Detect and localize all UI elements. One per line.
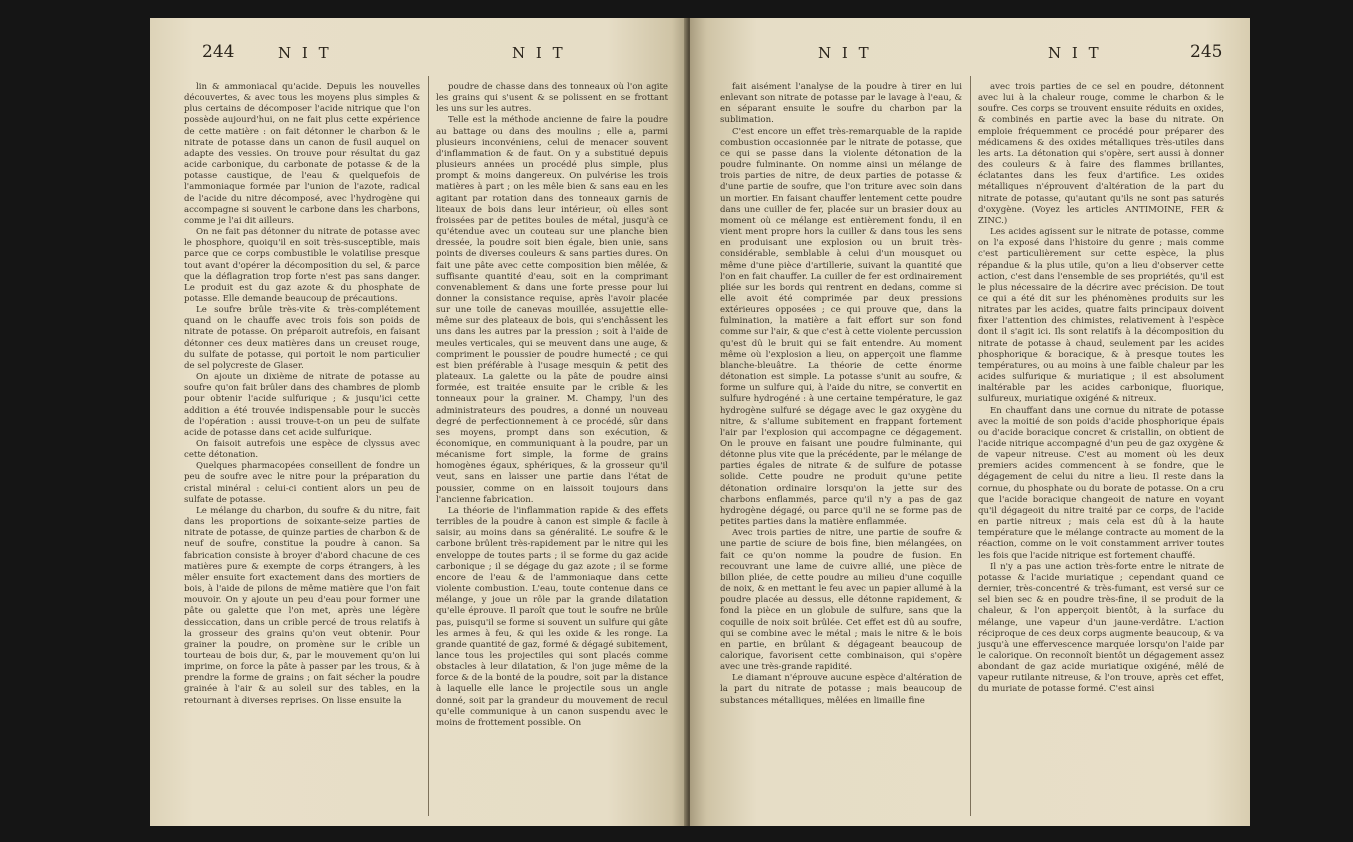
paragraph: Telle est la méthode ancienne de faire la poudre au battage ou dans des moulins ; elle a, parmi plusieurs inconvéniens, celui de menacer souvent d'inflammation & de faut. On y a substitué depuis plusieurs années un procédé plus simple, plus prompt & moins dangereux. On pulvérise les trois matières à part ; on les mêle bien & sans eau en les agitant par rotation dans des tonneaux garnis de liteaux de bois dans leur intérieur, où elles sont froissées par de petites boules de métal, jusqu'à ce qu'étendue avec un couteau sur une planche bien dressée, la poudre soit bien égale, bien unie, sans points de diverses couleurs & sans parties dures. On fait une pâte avec cette composition bien mêlée, & suffisante quantité d'eau, soit en la comprimant convenablement & dans une forte presse pour lui donner la consistance requise, après l'avoir placée sur une toile de canevas mouillée, assujettie elle-même sur des plateaux de bois, qui s'enchâssent les uns dans les autres par la pression ; soit à l'aide de meules verticales, qui se meuvent dans une auge, & compriment le poussier de poudre humecté ; ce qui est bien préférable à l'usage mesquin & petit des plateaux. La galette ou la pâte de poudre ainsi formée, est traitée ensuite par le crible & les tonneaux pour la grainer. M. Champy, l'un des administrateurs des poudres, a donné un nouveau degré de perfectionnement à ce procédé, sûr dans ses moyens, prompt dans son exécution, & économique, en communiquant à la poudre, par un mécanisme fort simple, la forme de grains homogènes égaux, sphériques, & la grosseur qu'il veut, sans en laisser une partie dans l'état de poussier, comme on en laissoit toujours dans l'ancienne fabrication. bbox=[436, 115, 668, 505]
left-folio: 244 bbox=[202, 42, 235, 62]
paragraph: Le mélange du charbon, du soufre & du nitre, fait dans les proportions de soixante-seize parties de nitrate de potasse, de quinze parties de charbon & de neuf de soufre, constitue la poudre à canon. Sa fabrication consiste à broyer d'abord chacune de ces matières pure & exempte de corps étrangers, à les mêler ensuite fort exactement dans des mortiers de bois, à l'aide de pilons de même matière que l'on fait mouvoir. On y ajoute un peu d'eau pour former une pâte ou galette que l'on met, après une légère dessiccation, dans un crible percé de trous relatifs à la grosseur des grains qu'on veut obtenir. Pour grainer la poudre, on promène sur le crible un tourteau de bois dur, &, par le mouvement qu'on lui imprime, on force la pâte à passer par les trous, & à prendre la forme de grains ; on fait sécher la poudre grainée à l'air & au soleil sur des tables, en la retournant à diverses reprises. On lisse ensuite la bbox=[184, 505, 420, 706]
right-running-head-1: N I T bbox=[818, 44, 872, 62]
paragraph: Il n'y a pas une action très-forte entre le nitrate de potasse & l'acide muriatique ; cependant quand ce dernier, très-concentré & très-fumant, est versé sur ce sel bien sec & en poudre très-fine, il se produit de la chaleur, & l'on apperçoit bientôt, à la surface du mélange, une vapeur d'un jaune-verdâtre. L'action réciproque de ces deux corps augmente beaucoup, & va jusqu'à une effervescence marquée lorsqu'on l'aide par le calorique. On reconnoît bientôt un dégagement assez abondant de gaz acide muriatique oxigéné, mêlé de vapeur rutilante nitreuse, & l'on trouve, après cet effet, du muriate de potasse formé. C'est ainsi bbox=[978, 561, 1224, 695]
paragraph: C'est encore un effet très-remarquable de la rapide combustion occasionnée par le nitrate de potasse, que ce qui se passe dans la violente détonation de la poudre fulminante. On nomme ainsi un mélange de trois parties de nitre, de deux parties de potasse & d'une partie de soufre, que l'on triture avec soin dans un mortier. En faisant chauffer lentement cette poudre dans une cuiller de fer, placée sur un brasier doux au moment où ce mélange est entièrement fondu, il en vient ment propre hors la cuiller & dans tous les sens en produisant une explosion ou un bruit très-considérable, semblable à celui d'un mousquet ou même d'une pièce d'artillerie, suivant la quantité que l'on en fait chauffer. La cuiller de fer est ordinairement pliée sur les bords qui rentrent en dedans, comme si elle avoit été comprimée par deux pressions extérieures opposées ; ce qui prouve que, dans la fulmination, la matière a fait effort sur son fond comme sur l'air, & que c'est à cette violente percussion qu'est dû le bruit qui se fait entendre. Au moment même où l'explosion a lieu, on apperçoit une flamme blanche-bleuâtre. La théorie de cette énorme détonation est simple. La potasse s'unit au soufre, & forme un sulfure qui, à l'aide du nitre, se convertit en sulfure hydrogéné : à une certaine température, le gaz hydrogène sulfuré se dégage avec le gaz oxygène du nitre, & s'allume subitement en frappant fortement l'air par l'explosion qui accompagne ce dégagement. On le prouve en faisant une poudre fulminante, qui détonne plus vite que la précédente, par le mélange de parties égales de nitrate & de sulfure de potasse solide. Cette poudre ne produit qu'une petite détonation ordinaire lorsqu'on la jette sur des charbons enflammés, parce qu'il n'y a pas de gaz hydrogène dégagé, ou parce qu'il ne se forme pas de petites parties dans la matière enflammée. bbox=[720, 126, 962, 528]
right-running-head-2: N I T bbox=[1048, 44, 1102, 62]
paragraph: On ne fait pas détonner du nitrate de potasse avec le phosphore, quoiqu'il en soit très-susceptible, mais parce que ce corps combustible le volatilise presque tout avant d'opérer la décomposition du sel, & parce que la déflagration trop forte n'est pas sans danger. Le produit est du gaz azote & du phosphate de potasse. Elle demande beaucoup de précautions. bbox=[184, 227, 420, 304]
paragraph: La théorie de l'inflammation rapide & des effets terribles de la poudre à canon est simple & facile à saisir, au moins dans sa généralité. Le soufre & le carbone brûlent très-rapidement par le nitre qui les enveloppe de toutes parts ; il se forme du gaz acide carbonique ; il se dégage du gaz azote ; il se forme encore de l'eau & de l'ammoniaque dans cette violente combustion. L'eau, toute contenue dans ce mélange, y joue un rôle par la grande dilatation qu'elle éprouve. Il paroît que tout le soufre ne brûle pas, puisqu'il se forme si souvent un sulfure qui gâte les armes à feu, & qui les oxide & les ronge. La grande quantité de gaz, formé & dégagé subitement, lance tous les projectiles qui sont placés comme obstacles à leur dilatation, & l'on juge même de la force & de la bonté de la poudre, soit par la distance à laquelle elle lance le projectile sous un angle donné, soit par la grandeur du mouvement de recul qu'elle communique à un canon suspendu avec le moins de frottement possible. On bbox=[436, 505, 668, 728]
paragraph: fait aisément l'analyse de la poudre à tirer en lui enlevant son nitrate de potasse par le lavage à l'eau, & en séparant ensuite le soufre du charbon par la sublimation. bbox=[720, 82, 962, 126]
paragraph: Avec trois parties de nitre, une partie de soufre & une partie de sciure de bois fine, bien mélangées, on fait ce qu'on nomme la poudre de fusion. En recouvrant une lame de cuivre allié, une pièce de billon pliée, de cette poudre au milieu d'une coquille de noix, & en mettant le feu avec un papier allumé à la poudre placée au dessus, elle détonne rapidement, & fond la pièce en un globule de sulfure, sans que la coquille de noix soit brûlée. Cet effet est dû au soufre, qui se combine avec le métal ; mais le nitre & le bois en partie, en brûlant & dégageant beaucoup de calorique, favorisent cette combinaison, qui s'opère avec une très-grande rapidité. bbox=[720, 528, 962, 673]
right-column-1 bbox=[720, 82, 962, 707]
left-running-head-2: N I T bbox=[512, 44, 566, 62]
paragraph: poudre de chasse dans des tonneaux où l'on agite les grains qui s'usent & se polissent en se frottant les uns sur les autres. bbox=[436, 82, 668, 115]
right-column-2 bbox=[978, 82, 1224, 696]
right-folio: 245 bbox=[1190, 42, 1223, 62]
paragraph: On ajoute un dixième de nitrate de potasse au soufre qu'on fait brûler dans des chambres de plomb pour obtenir l'acide sulfurique ; & jusqu'ici cette addition a été trouvée indispensable pour le succès de l'opération : aussi trouve-t-on un peu de sulfate acide de potasse dans cet acide sulfurique. bbox=[184, 372, 420, 438]
right-page bbox=[690, 18, 1250, 826]
paragraph: Quelques pharmacopées conseillent de fondre un peu de soufre avec le nitre pour la préparation du cristal minéral : celui-ci contient alors un peu de sulfate de potasse. bbox=[184, 461, 420, 505]
left-page bbox=[150, 18, 688, 826]
left-column-2 bbox=[436, 82, 668, 729]
paragraph: Le soufre brûle très-vite & très-complétement quand on le chauffe avec trois fois son poids de nitrate de potasse. On préparoit autrefois, en faisant détonner ces deux matières dans un creuset rouge, du sulfate de potasse, qui portoit le nom particulier de sel polycreste de Glaser. bbox=[184, 305, 420, 371]
paragraph: En chauffant dans une cornue du nitrate de potasse avec la moitié de son poids d'acide phosphorique épais ou d'acide boracique concret & cristallin, on obtient de l'acide nitrique accompagné d'un peu de gaz oxygène & de vapeur nitreuse. C'est au moment où les deux premiers acides commencent à se fondre, que le dégagement de celui du nitre a lieu. Il reste dans la cornue, du phosphate ou du borate de potasse. On a cru que l'acide boracique changeoit de nature en voyant qu'il dégageoit du nitre traité par ce corps, de l'acide en partie nitreux ; mais cela est dû à la haute température que le mélange contracte au moment de la réaction, comme on le voit constamment arriver toutes les fois que l'acide nitrique est fortement chauffé. bbox=[978, 405, 1224, 561]
column-rule bbox=[428, 76, 429, 816]
paragraph: avec trois parties de ce sel en poudre, détonnent avec lui à la chaleur rouge, comme le charbon & le soufre. Ces corps se trouvent ensuite réduits en oxides, & combinés en partie avec la base du nitrate. On emploie fréquemment ce procédé pour préparer des médicamens & des oxides métalliques très-utiles dans les arts. La détonation qui s'opère, sert aussi à donner des couleurs & à faire des flammes brillantes, éclatantes dans les feux d'artifice. Les oxides métalliques n'éprouvent d'altération de la part du nitrate de potasse, qu'autant qu'ils ne sont pas saturés d'oxygène. (Voyez les articles ANTIMOINE, FER & ZINC.) bbox=[978, 82, 1224, 226]
paragraph: On faisoit autrefois une espèce de clyssus avec cette détonation. bbox=[184, 439, 420, 461]
left-column-1 bbox=[184, 82, 420, 707]
paragraph: lin & ammoniacal qu'acide. Depuis les nouvelles découvertes, & avec tous les moyens plus simples & plus certains de décomposer l'acide nitrique que l'on possède aujourd'hui, on ne fait plus cette expérience de cette matière : on fait détonner le charbon & le nitrate de potasse dans un canon de fusil auquel on adapte des vessies. On trouve pour résultat du gaz acide carbonique, du carbonate de potasse & de la potasse caustique, de l'eau & quelquefois de l'ammoniaque formée par l'union de l'azote, radical de l'acide du nitre décomposé, avec l'hydrogène qui accompagne si souvent le carbone dans les charbons, comme je l'ai dit ailleurs. bbox=[184, 82, 420, 226]
paragraph: Les acides agissent sur le nitrate de potasse, comme on l'a exposé dans l'histoire du genre ; mais comme c'est particulièrement sur cette espèce, la plus répandue & la plus utile, qu'on a lieu d'observer cette action, c'est dans l'ensemble de ses propriétés, qu'il est le plus nécessaire de la décrire avec précision. De tout ce qui a été dit sur les phénomènes produits sur les nitrates par les acides, quatre faits principaux doivent fixer l'attention des chimistes, relativement à l'espèce dont il s'agit ici. Ils sont relatifs à la décomposition du nitrate de potasse à chaud, seulement par les acides phosphorique & boracique, & à presque toutes les températures, ou au moins à une faible chaleur par les acides sulfurique & muriatique ; il est absolument inaltérable par les acides carbonique, fluorique, sulfureux, muriatique oxigéné & nitreux. bbox=[978, 227, 1224, 405]
left-running-head-1: N I T bbox=[278, 44, 332, 62]
paragraph: Le diamant n'éprouve aucune espèce d'altération de la part du nitrate de potasse ; mais beaucoup de substances métalliques, mêlées en limaille fine bbox=[720, 673, 962, 706]
column-rule bbox=[970, 76, 971, 816]
